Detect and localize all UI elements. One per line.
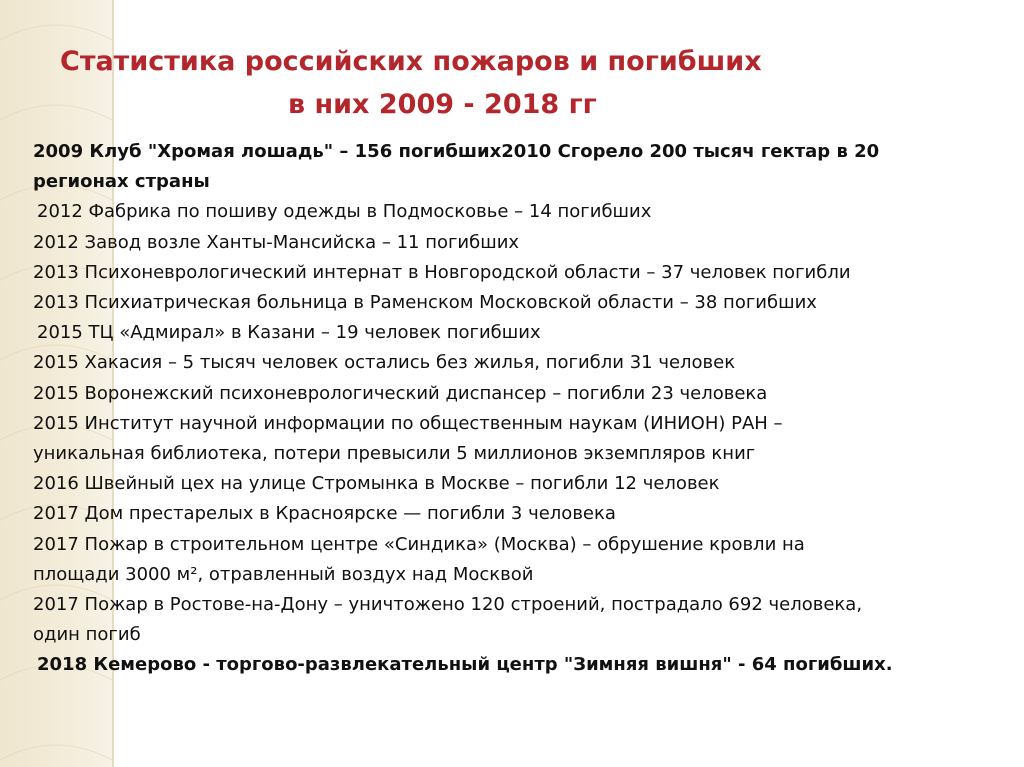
incident-line-14: 2017 Пожар в строительном центре «Синдика» (Москва) – обрушение кровли на xyxy=(33,533,805,555)
incident-line-3: 2012 Фабрика по пошиву одежды в Подмосковье – 14 погибших xyxy=(37,201,652,223)
slide-title-line-1: Статистика российских пожаров и погибших xyxy=(60,46,762,77)
incident-line-12: 2016 Швейный цех на улице Стромынка в Москве – погибли 12 человек xyxy=(33,473,720,495)
incident-line-15: площади 3000 м², отравленный воздух над Москвой xyxy=(33,563,534,585)
incident-line-5: 2013 Психоневрологический интернат в Новгородской области – 37 человек погибли xyxy=(33,261,851,283)
incident-line-4: 2012 Завод возле Ханты-Мансийска – 11 погибших xyxy=(33,231,520,253)
incident-line-8: 2015 Хакасия – 5 тысяч человек остались без жилья, погибли 31 человек xyxy=(33,352,736,374)
incident-line-2: регионах страны xyxy=(33,171,210,193)
incident-line-6: 2013 Психиатрическая больница в Раменском Московской области – 38 погибших xyxy=(33,292,817,314)
incident-line-7: 2015 ТЦ «Адмирал» в Казани – 19 человек погибших xyxy=(37,322,541,344)
slide-title-line-2: в них 2009 - 2018 гг xyxy=(288,89,597,120)
incident-line-17: один погиб xyxy=(33,624,141,646)
incident-line-11: уникальная библиотека, потери превысили 5 миллионов экземпляров книг xyxy=(33,443,756,465)
incident-line-18: 2018 Кемерово - торгово-развлекательный центр "Зимняя вишня" - 64 погибших. xyxy=(37,654,893,676)
incident-line-13: 2017 Дом престарелых в Красноярске — погибли 3 человека xyxy=(33,503,616,525)
incident-line-1: 2009 Клуб "Хромая лошадь" – 156 погибших2010 Сгорело 200 тысяч гектар в 20 xyxy=(33,141,880,162)
incident-line-16: 2017 Пожар в Ростове-на-Дону – уничтожено 120 строений, пострадало 692 человека, xyxy=(33,594,863,616)
incident-line-10: 2015 Институт научной информации по общественным наукам (ИНИОН) РАН – xyxy=(33,412,783,434)
incident-list xyxy=(33,137,993,681)
slide-title xyxy=(60,40,920,126)
incident-line-9: 2015 Воронежский психоневрологический диспансер – погибли 23 человека xyxy=(33,382,768,404)
